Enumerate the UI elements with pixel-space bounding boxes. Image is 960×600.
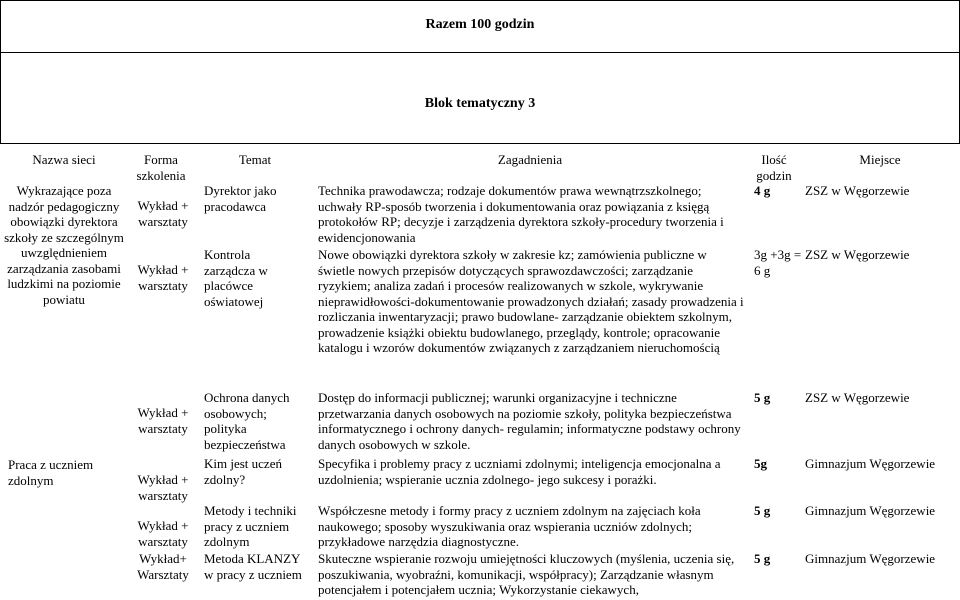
row6-form: Wykład+ Warsztaty xyxy=(137,551,189,582)
row4-place: Gimnazjum Węgorzewie xyxy=(805,456,936,471)
row2-topic: Kontrola zarządcza w placówce oświatowej xyxy=(204,247,268,309)
col-header-place: Miejsce xyxy=(859,152,901,167)
col-header-issues: Zagadnienia xyxy=(497,152,563,167)
col-header-topic: Temat xyxy=(238,152,272,167)
row1-place: ZSZ w Węgorzewie xyxy=(805,183,910,198)
row1-issues: Technika prawodawcza; rodzaje dokumentów prawa wewnątrzszkolnego; uchwały RP-sposób tworzenia i dokumentowania oraz powiązania z księgą protokołów RP; decyzje i zarządzenia dyrektora szkoły-procedury tworzenia i ewidencjonowania xyxy=(318,183,724,245)
row6-place: Gimnazjum Węgorzewie xyxy=(805,551,936,566)
col-header-form: Forma szkolenia xyxy=(136,152,186,183)
row5-issues: Współczesne metody i formy pracy z uczniem zdolnym na zajęciach koła naukowego; sposoby wyszukiwania oraz wspierania uczniów zdolnych; przykładowe narzędzia diagnostyczne. xyxy=(318,503,701,549)
row3-topic: Ochrona danych osobowych; polityka bezpieczeństwa xyxy=(204,390,290,452)
row6-hours: 5 g xyxy=(754,551,771,566)
row5-topic: Metody i techniki pracy z uczniem zdolnym xyxy=(204,503,297,549)
row3-hours: 5 g xyxy=(754,390,771,405)
total-hours-title: Razem 100 godzin xyxy=(425,17,535,32)
row5-form: Wykład + warsztaty xyxy=(137,518,189,549)
row3-issues: Dostęp do informacji publicznej; warunki organizacyjne i techniczne przetwarzania danych osobowych na poziomie szkoły, polityka bezpieczeństwa informatycznego i ochrony danych- regulamin; informatyczne podstawy ochrony danych osobowych w szkole. xyxy=(318,390,741,452)
rule xyxy=(0,52,960,53)
row4-topic: Kim jest uczeń zdolny? xyxy=(204,456,282,487)
row6-issues: Skuteczne wspieranie rozwoju umiejętności kluczowych (myślenia, uczenia się, poszukiwania, wyobraźni, komunikacji, współpracy); Zarządzanie własnym potencjałem i potencjałem ucznia; Wykorzystanie ciekawych, xyxy=(318,551,735,597)
row6-topic: Metoda KLANZY w pracy z uczniem xyxy=(204,551,302,582)
row3-place: ZSZ w Węgorzewie xyxy=(805,390,910,405)
col-header-hours: Ilość godzin xyxy=(756,152,792,183)
row5-hours: 5 g xyxy=(754,503,771,518)
section2-network: Praca z uczniem zdolnym xyxy=(8,457,94,488)
row4-hours: 5g xyxy=(754,456,767,471)
row1-hours: 4 g xyxy=(754,183,771,198)
row5-place: Gimnazjum Węgorzewie xyxy=(805,503,936,518)
row2-issues: Nowe obowiązki dyrektora szkoły w zakresie kz; zamówienia publiczne w świetle nowych przepisów dotyczących sprawozdawczości; zarządzanie ryzykiem; analiza zadań i procesów realizowanych w szkole, wykrywanie nieprawidłowości-dokumentowanie prowadzonych działań; zasady prowadzenia i rozliczania inwentaryzacji; prawo budowlane- zarządzanie obiektem szkolnym, prowadzenie książki obiektu budowlanego, przeglądy, kontrole; opracowanie katalogu i wzorów dokumentów związanych z zarządzaniem nieruchomością xyxy=(318,247,744,355)
row2-form: Wykład + warsztaty xyxy=(137,262,189,293)
section1-network: Wykrazające poza nadzór pedagogiczny obowiązki dyrektora szkoły ze szczególnym uwzględnieniem zarządzania zasobami ludzkimi na poziomie powiatu xyxy=(4,183,124,307)
row2-hours: 3g +3g = 6 g xyxy=(754,247,802,278)
row2-place: ZSZ w Węgorzewie xyxy=(805,247,910,262)
block-title: Blok tematyczny 3 xyxy=(424,96,536,111)
row4-issues: Specyfika i problemy pracy z uczniami zdolnymi; inteligencja emocjonalna a uzdolnienia; wspieranie ucznia zdolnego- jego sukcesy i porażki. xyxy=(318,456,721,487)
rule xyxy=(0,0,960,1)
rule xyxy=(0,143,960,144)
row4-form: Wykład + warsztaty xyxy=(137,472,189,503)
row3-form: Wykład + warsztaty xyxy=(137,405,189,436)
row1-topic: Dyrektor jako pracodawca xyxy=(204,183,277,214)
col-header-name: Nazwa sieci xyxy=(32,152,96,167)
row1-form: Wykład + warsztaty xyxy=(137,198,189,229)
